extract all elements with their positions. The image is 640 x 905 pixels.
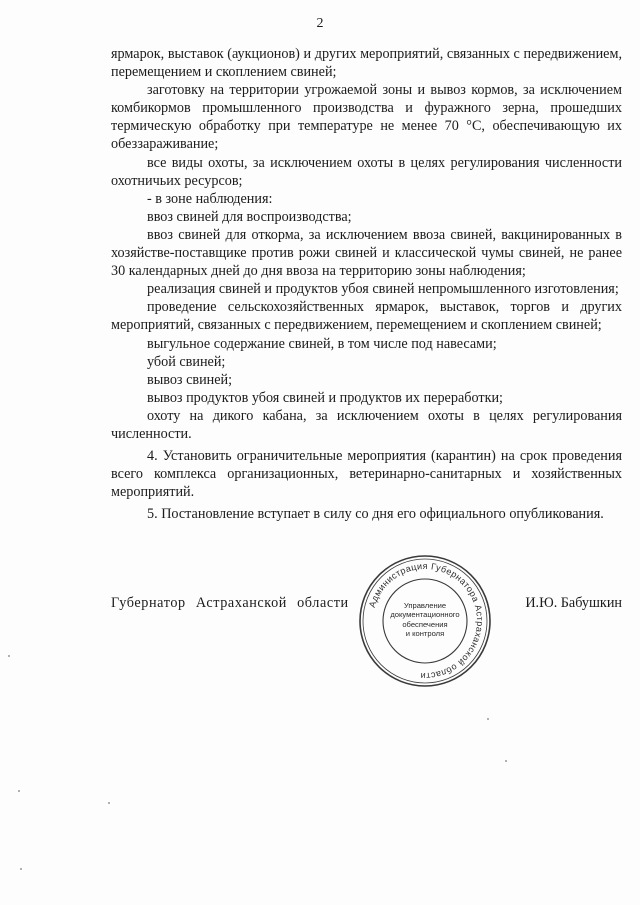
scan-speck [487, 718, 489, 720]
scan-speck [18, 790, 20, 792]
official-stamp [357, 553, 493, 689]
paragraph: охоту на дикого кабана, за исключением охоты в целях регулирования численности. [111, 407, 622, 442]
signatory-name: И.Ю. Бабушкин [525, 595, 622, 611]
paragraph: все виды охоты, за исключением охоты в целях регулирования численности охотничьих ресурсов; [111, 154, 622, 189]
paragraph: ярмарок, выставок (аукционов) и других мероприятий, связанных с передвижением, перемещением и скоплением свиней; [111, 46, 622, 81]
paragraph: 4. Установить ограничительные мероприятия (карантин) на срок проведения всего комплекса организационных, ветеринарно-санитарных и хозяйственных мероприятий. [111, 448, 622, 501]
paragraph: ввоз свиней для воспроизводства; [147, 208, 352, 225]
stamp-ring-text: Администрация Губернатора Астраханской области [366, 560, 486, 682]
scan-speck [505, 760, 507, 762]
paragraph: заготовку на территории угрожаемой зоны и вывоз кормов, за исключением комбикормов промышленного производства и фуражного зерна, прошедших термическую обработку при температуре не менее 70 °С, обеспечивающую их обеззараживание; [111, 82, 622, 153]
stamp-line: документационного [390, 610, 460, 620]
scan-speck [8, 655, 10, 657]
document-body [111, 45, 622, 523]
paragraph: проведение сельскохозяйственных ярмарок, выставок, торгов и других мероприятий, связанных с передвижением, перемещением и скоплением свиней; [111, 299, 622, 334]
paragraph: - в зоне наблюдения: [147, 190, 273, 207]
stamp-line: обеспечения [402, 619, 448, 629]
paragraph: вывоз продуктов убоя свиней и продуктов их переработки; [147, 389, 503, 406]
scan-speck [108, 802, 110, 804]
paragraph: ввоз свиней для откорма, за исключением ввоза свиней, вакцинированных в хозяйстве-поставщике против рожи свиней и классической чумы свиней, не ранее 30 календарных дней до дня ввоза на территорию зоны наблюдения; [111, 226, 622, 280]
paragraph: вывоз свиней; [147, 371, 233, 388]
paragraph: реализация свиней и продуктов убоя свиней непромышленного изготовления; [147, 281, 619, 298]
stamp-line: Управление [403, 601, 447, 610]
paragraph: 5. Постановление вступает в силу со дня его официального опубликования. [147, 506, 604, 523]
page-number: 2 [316, 16, 324, 31]
signatory-title: Губернатор Астраханской области [111, 595, 349, 611]
stamp-line: и контроля [405, 629, 445, 639]
scan-speck [20, 868, 22, 870]
paragraph: выгульное содержание свиней, в том числе под навесами; [147, 335, 497, 352]
paragraph: убой свиней; [147, 353, 226, 370]
stamp-center-text [387, 601, 463, 639]
